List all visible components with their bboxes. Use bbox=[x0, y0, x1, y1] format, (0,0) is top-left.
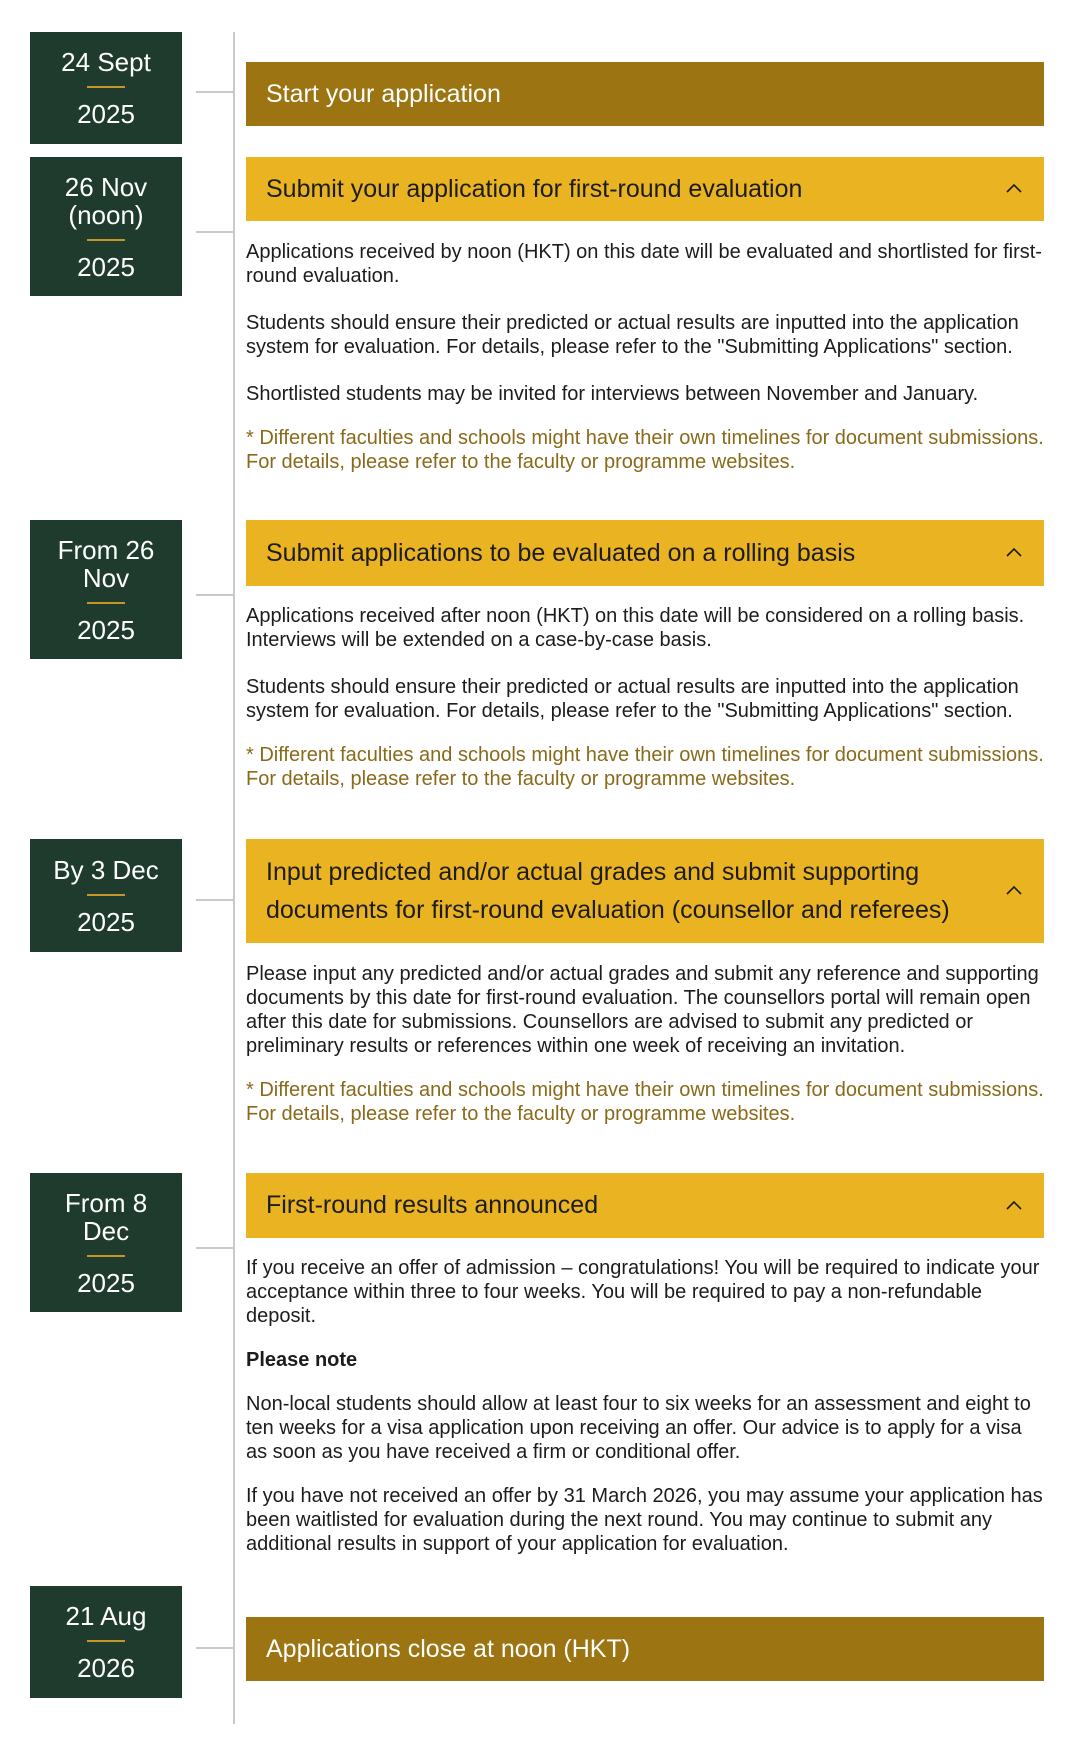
accordion-title: Submit applications to be evaluated on a rolling basis bbox=[266, 538, 856, 567]
date-box-by-3-dec bbox=[30, 839, 182, 952]
date-label: 26 Nov (noon) bbox=[64, 171, 148, 230]
date-year: 2025 bbox=[77, 1267, 135, 1298]
date-divider bbox=[87, 239, 125, 241]
date-box-from-26-nov bbox=[30, 520, 182, 659]
timeline-connector bbox=[196, 1647, 234, 1649]
date-box-24-sept bbox=[30, 32, 182, 144]
accordion-header-results-announced[interactable] bbox=[246, 1173, 1044, 1238]
milestone-start-application bbox=[246, 62, 1044, 126]
accordion-body-supporting-documents bbox=[246, 962, 1046, 1126]
date-year: 2025 bbox=[77, 251, 135, 282]
date-label: From 8 Dec bbox=[64, 1187, 148, 1246]
date-divider bbox=[87, 1255, 125, 1257]
accordion-header-supporting-documents[interactable] bbox=[246, 839, 1044, 943]
timeline-connector bbox=[196, 231, 234, 233]
body-paragraph: If you receive an offer of admission – congratulations! You will be required to indicate your acceptance within three to four weeks. You will be required to pay a non-refundable deposit. bbox=[246, 1257, 1040, 1327]
date-year: 2026 bbox=[77, 1653, 135, 1683]
body-paragraph: Please input any predicted and/or actual grades and submit any reference and supporting documents by this date for first-round evaluation. The counsellors portal will remain open after this date for submissions. Counsellors are advised to submit any predicted or preliminary results or references within one week of receiving an invitation. bbox=[246, 963, 1039, 1057]
timeline-connector bbox=[196, 899, 234, 901]
accordion-title: First-round results announced bbox=[266, 1191, 599, 1219]
chevron-up-icon[interactable] bbox=[1004, 1196, 1024, 1216]
date-box-26-nov-noon bbox=[30, 157, 182, 296]
milestone-applications-close bbox=[246, 1617, 1044, 1681]
date-label: 24 Sept bbox=[61, 47, 151, 77]
date-label: From 26 Nov bbox=[57, 534, 155, 593]
faculty-note: * Different faculties and schools might have their own timelines for document submissions. For details, please refer to the faculty or programme websites. bbox=[246, 744, 1044, 790]
timeline-connector bbox=[196, 1247, 234, 1249]
please-note-heading: Please note bbox=[246, 1349, 358, 1371]
accordion-title: Input predicted and/or actual grades and submit supporting documents for first-round evaluation (counsellor and referees) bbox=[266, 858, 950, 924]
date-divider bbox=[87, 86, 125, 88]
chevron-up-icon[interactable] bbox=[1004, 881, 1024, 901]
body-paragraph: Shortlisted students may be invited for interviews between November and January. bbox=[246, 383, 979, 405]
accordion-body-first-round bbox=[246, 240, 1046, 474]
timeline-connector bbox=[196, 594, 234, 596]
accordion-title: Submit your application for first-round evaluation bbox=[266, 174, 803, 203]
date-divider bbox=[87, 894, 125, 896]
body-paragraph: Students should ensure their predicted or actual results are inputted into the application system for evaluation. For details, please refer to the "Submitting Applications" section. bbox=[246, 676, 1019, 722]
faculty-note: * Different faculties and schools might have their own timelines for document submissions. For details, please refer to the faculty or programme websites. bbox=[246, 1079, 1044, 1125]
milestone-title: Start your application bbox=[266, 79, 501, 108]
body-paragraph: Applications received after noon (HKT) on this date will be considered on a rolling basis. Interviews will be extended on a case-by-case basis. bbox=[246, 605, 1025, 651]
body-paragraph: Students should ensure their predicted or actual results are inputted into the application system for evaluation. For details, please refer to the "Submitting Applications" section. bbox=[246, 312, 1019, 358]
date-label: By 3 Dec bbox=[53, 854, 159, 885]
accordion-header-first-round[interactable] bbox=[246, 157, 1044, 221]
date-year: 2025 bbox=[77, 614, 135, 645]
accordion-body-results-announced bbox=[246, 1256, 1046, 1556]
accordion-header-rolling-basis[interactable] bbox=[246, 520, 1044, 586]
date-divider bbox=[87, 602, 125, 604]
date-box-from-8-dec bbox=[30, 1173, 182, 1312]
chevron-up-icon[interactable] bbox=[1004, 179, 1024, 199]
chevron-up-icon[interactable] bbox=[1004, 543, 1024, 563]
body-paragraph: If you have not received an offer by 31 March 2026, you may assume your application has been waitlisted for evaluation during the next round. You may continue to submit any additional results in support of your application for evaluation. bbox=[246, 1485, 1043, 1555]
accordion-body-rolling-basis bbox=[246, 604, 1046, 791]
milestone-title: Applications close at noon (HKT) bbox=[266, 1634, 631, 1663]
date-divider bbox=[87, 1640, 125, 1642]
date-label: 21 Aug bbox=[65, 1601, 147, 1631]
faculty-note: * Different faculties and schools might have their own timelines for document submissions. For details, please refer to the faculty or programme websites. bbox=[246, 427, 1044, 473]
date-box-21-aug bbox=[30, 1586, 182, 1698]
body-paragraph: Non-local students should allow at least four to six weeks for an assessment and eight to ten weeks for a visa application upon receiving an offer. Our advice is to apply for a visa as soon as you have received a firm or conditional offer. bbox=[246, 1393, 1031, 1463]
timeline-connector bbox=[196, 91, 234, 93]
date-year: 2025 bbox=[77, 906, 135, 937]
body-paragraph: Applications received by noon (HKT) on this date will be evaluated and shortlisted for first-round evaluation. bbox=[246, 241, 1042, 287]
date-year: 2025 bbox=[77, 99, 135, 129]
timeline-line bbox=[233, 32, 235, 1724]
